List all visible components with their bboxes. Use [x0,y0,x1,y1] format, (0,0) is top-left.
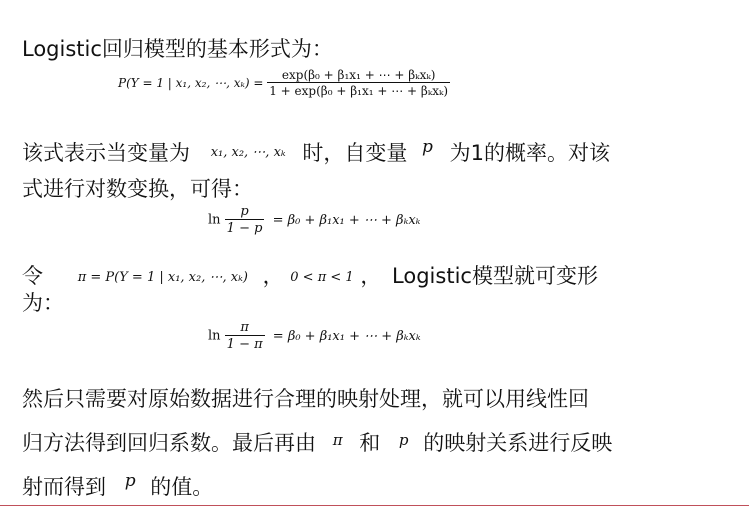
paragraph-2-line-2: 为： [22,291,64,315]
eq2-fraction [225,204,265,236]
eq3-rhs: = β₀ + β₁x₁ + ⋯ + βₖxₖ [272,328,421,344]
para3-pi: π [332,431,343,449]
eq1-lhs: P(Y = 1 | x₁, x₂, ⋯, xₖ) = [118,76,264,90]
para1-text-a: 该式表示当变量为 [22,141,190,165]
equation-logistic-model [118,68,450,98]
paragraph-1-line-2: 式进行对数变换，可得： [22,177,253,201]
paragraph-3-line-3 [22,468,213,500]
paragraph-3-line-1: 然后只需要对原始数据进行合理的映射处理，就可以用线性回 [22,387,589,411]
para1-vars: x₁, x₂, ⋯, xₖ [210,145,286,160]
para2-rest: Logistic模型就可变形 [392,264,598,288]
para1-p: p [422,137,433,157]
eq3-denominator: 1 − π [226,337,263,352]
para3-text-a: 归方法得到回归系数。最后再由 [22,431,316,455]
equation-log-odds-p [208,204,420,236]
eq3-fraction [225,320,265,352]
eq3-numerator: π [240,320,249,335]
eq2-denominator: 1 − p [226,221,263,236]
bottom-divider [0,505,749,506]
equation-log-odds-pi [208,320,421,352]
paragraph-2-line-1 [22,263,682,291]
para3-text-b: 和 [359,431,381,455]
eq3-ln: ln [208,328,221,344]
para2-range: 0 < π < 1 [290,270,354,285]
eq2-rhs: = β₀ + β₁x₁ + ⋯ + βₖxₖ [272,212,421,228]
para2-comma-1: ， [262,264,284,288]
para3-p-2: p [124,471,136,491]
para3-text-c: 的映射关系进行反映 [423,431,613,455]
para2-ling: 令 [22,264,43,288]
para3-text-e: 的值。 [150,475,214,499]
para3-text-d: 射而得到 [22,475,106,499]
para1-text-c: 为1的概率。对该 [449,141,610,165]
eq1-fraction [267,68,450,98]
eq1-numerator: exp(β₀ + β₁x₁ + ⋯ + βₖxₖ) [281,68,436,82]
paragraph-1-line-1 [22,134,610,166]
eq1-denominator: 1 + exp(β₀ + β₁x₁ + ⋯ + βₖxₖ) [269,84,449,98]
para2-pi-definition: π = P(Y = 1 | x₁, x₂, ⋯, xₖ) [77,270,248,285]
paragraph-3-line-2 [22,427,612,456]
eq2-ln: ln [208,212,221,228]
para1-text-b: 时，自变量 [302,141,408,165]
para2-comma-2: ， [360,264,382,288]
heading: Logistic回归模型的基本形式为： [22,37,333,61]
para3-p-1: p [398,431,409,449]
eq2-numerator: p [240,204,249,219]
